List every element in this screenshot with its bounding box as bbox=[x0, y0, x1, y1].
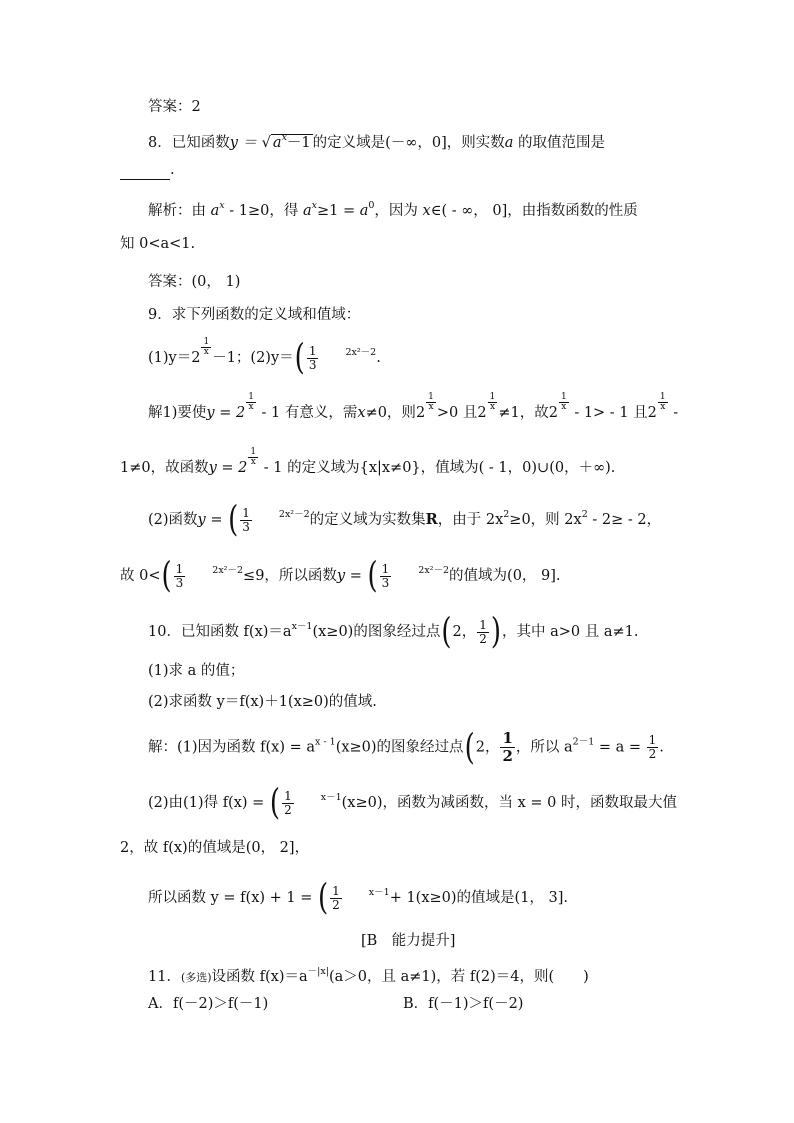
q11-option-a[interactable]: A．f(－2)＞f(－1) bbox=[148, 996, 269, 1012]
q8-stem-a: 8．已知函数 bbox=[148, 135, 230, 151]
q10-solution-1: 解：(1)因为函数 $f(x) = a^{x - 1}(x\ge 0)$的图象经过点(2， $\frac{1}{2}$ ，所以 $a^{2-1} = a$ = $\frac{1}{2}$ . bbox=[148, 727, 664, 768]
q8-analysis: 解析：由 $a^x - 1\ge 0$，得 $a^x\ge 1 = a^0$，因为 x∈( - ∞， 0]，由指数函数的性质 bbox=[148, 200, 638, 219]
q8-a: a bbox=[504, 135, 514, 151]
q9-solution-1b: 1≠0，故函数y = 2 $\frac{1}{x}$ - 1 的定义域为{x|x≠0}，值域为( - 1，0)∪(0，＋∞). bbox=[120, 447, 616, 476]
q8-stem-b: 的定义域是(－∞，0]，则实数 bbox=[312, 135, 505, 151]
q10-part-1: (1)求 a 的值； bbox=[148, 663, 245, 679]
sqrt-sign: √ bbox=[261, 135, 271, 151]
q10-solution-2b: 2，故 f(x)的值域是(0， 2]， bbox=[120, 840, 310, 856]
q8-answer: 答案：(0， 1) bbox=[148, 274, 241, 290]
q9-solution-2: (2)函数y = ( $\frac{1}{3}$ $^{2x^2-2}$的定义域为实数集R，由于 $2x^2\ge 0$，则 $2x^2 - 2\ge - 2$， bbox=[148, 499, 662, 541]
q10-solution-3: 所以函数 y = f(x) + 1 = ( $\frac{1}{2}$ $^{x-1}$+ 1(x≥0)的值域是(1， 3]. bbox=[148, 877, 569, 919]
section-title: [B 能力提升] bbox=[361, 933, 456, 949]
answer-blank bbox=[120, 165, 170, 180]
multi-select-tag: (多选) bbox=[180, 971, 212, 984]
q10-solution-2: (2)由(1)得 f(x) = ( $\frac{1}{2}$ $^{x-1}$(x≥0)，函数为减函数，当 x = 0 时，函数取最大值 bbox=[148, 782, 677, 824]
q9-solution-2b: 故 0<( $\frac{1}{3}$ $^{2x^2-2}$≤9，所以函数y = ( $\frac{1}{3}$ $^{2x^2-2}$的值域为(0， 9]. bbox=[120, 555, 561, 597]
q8-y: y ＝ bbox=[229, 135, 262, 151]
q11-stem: 11．(多选)设函数 $f(x)=a^{-|x|}(a>0$，且 a≠1)，若 f(2)＝4，则( ) bbox=[148, 966, 589, 985]
q9-solution-1: 解1)要使y = 2 $\frac{1}{x}$ - 1 有意义，需x≠0，则2 $\frac{1}{x}$ >0 且2 $\frac{1}{x}$ ≠1，故2 $\frac{1}{x}$ - 1> - 1 且2 $\frac{1}{x}$ - bbox=[148, 392, 679, 421]
q10-part-2: (2)求函数 y＝f(x)＋1(x≥0)的值域. bbox=[148, 694, 377, 710]
q8-blank-line: . bbox=[120, 160, 175, 180]
q10-stem: 10．已知函数 $f(x)=a^{x-1}(x\ge 0)$的图象经过点(2， $\frac{1}{2}$ )，其中 a>0 且 a≠1. bbox=[148, 611, 639, 653]
q8-analysis-2: 知 0<a<1. bbox=[120, 236, 196, 252]
q8-stem-c: 的取值范围是 bbox=[518, 135, 606, 151]
q8-stem bbox=[148, 128, 605, 153]
q7-answer: 答案：2 bbox=[148, 99, 201, 115]
q9-stem: 9．求下列函数的定义域和值域： bbox=[148, 307, 361, 323]
fraction-one-third: $\frac{1}{3}$ bbox=[308, 343, 317, 372]
q9-subquestions: (1)y＝2 $\frac{1}{x}$ －1；(2)y＝( $\frac{1}{3}$ $^{2x^2-2}$. bbox=[148, 337, 381, 379]
q11-option-b[interactable]: B．f(－1)＞f(－2) bbox=[403, 996, 524, 1012]
q8-sqrt: $a^x-1$ bbox=[272, 132, 311, 151]
